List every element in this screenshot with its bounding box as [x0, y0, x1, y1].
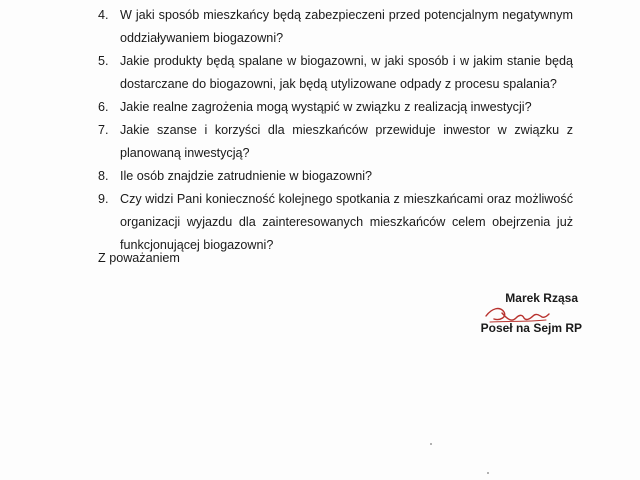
signatory-title: Poseł na Sejm RP	[480, 321, 582, 335]
question-text: Jakie produkty będą spalane w biogazowni, w jaki sposób i w jakim stanie będą dostarczane do biogazowni, jak będą utylizowane odpady z procesu spalania?	[120, 54, 573, 91]
question-number: 4.	[98, 8, 109, 22]
question-text: Jakie realne zagrożenia mogą wystąpić w związku z realizacją inwestycji?	[120, 100, 532, 114]
question-number: 8.	[98, 169, 109, 183]
question-text: Jakie szanse i korzyści dla mieszkańców przewiduje inwestor w związku z planowaną inwestycją?	[120, 123, 573, 160]
handwritten-signature	[482, 302, 552, 328]
question-item	[98, 4, 573, 50]
question-item	[98, 119, 573, 165]
question-list	[98, 4, 573, 257]
question-item	[98, 50, 573, 96]
paper-speck	[430, 443, 432, 445]
question-number: 5.	[98, 54, 109, 68]
question-text: Ile osób znajdzie zatrudnienie w biogazowni?	[120, 169, 373, 183]
question-item	[98, 165, 573, 188]
question-text: Czy widzi Pani konieczność kolejnego spotkania z mieszkańcami oraz możliwość organizacji wyjazdu dla zainteresowanych mieszkańców celem obejrzenia już funkcjonującej biogazowni?	[120, 192, 573, 252]
question-item	[98, 96, 573, 119]
signatory-name: Marek Rząsa	[505, 291, 578, 305]
closing-salutation: Z poważaniem	[98, 251, 180, 265]
question-number: 6.	[98, 100, 109, 114]
signature-block	[452, 290, 582, 336]
question-text: W jaki sposób mieszkańcy będą zabezpieczeni przed potencjalnym negatywnym oddziaływaniem biogazowni?	[120, 8, 573, 45]
question-number: 9.	[98, 192, 109, 206]
paper-speck	[487, 472, 489, 474]
question-number: 7.	[98, 123, 109, 137]
